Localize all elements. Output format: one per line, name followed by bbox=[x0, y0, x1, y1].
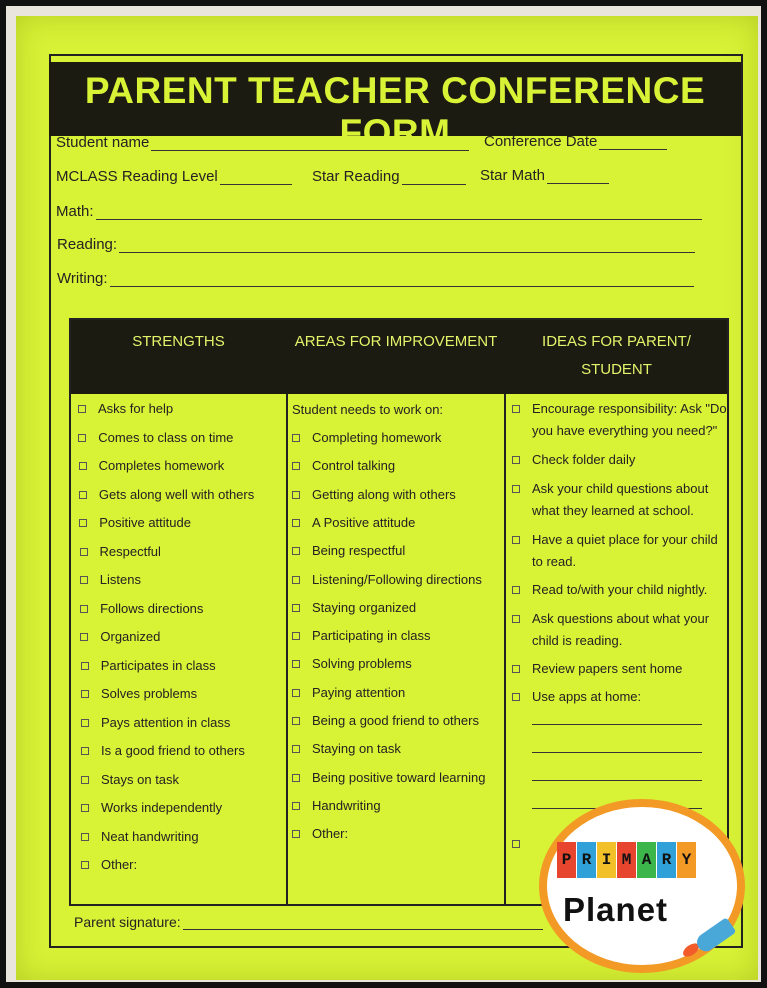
star-math-field[interactable] bbox=[480, 167, 609, 184]
strength-item-label: Is a good friend to others bbox=[101, 743, 245, 758]
apps-blank-line[interactable] bbox=[532, 752, 702, 753]
mclass-label: MCLASS Reading Level bbox=[56, 168, 218, 185]
improvement-heading: AREAS FOR IMPROVEMENT bbox=[294, 333, 498, 350]
star-math-line[interactable] bbox=[547, 169, 609, 184]
logo-primary-word bbox=[557, 842, 697, 878]
idea-item-checkbox[interactable] bbox=[512, 405, 520, 413]
table-header bbox=[71, 320, 727, 394]
logo-letter: P bbox=[557, 842, 576, 878]
math-label: Math: bbox=[56, 203, 94, 220]
strength-item-checkbox[interactable] bbox=[80, 633, 88, 641]
conference-date-line[interactable] bbox=[599, 135, 667, 150]
ideas-heading bbox=[506, 328, 727, 384]
improvement-item-label: A Positive attitude bbox=[312, 514, 416, 530]
idea-item-line2: child is reading. bbox=[532, 633, 623, 648]
student-name-label: Student name bbox=[56, 134, 150, 151]
logo-letter: Y bbox=[677, 842, 696, 878]
improvement-item-checkbox[interactable] bbox=[292, 576, 300, 584]
idea-item-line1: Have a quiet place for your child bbox=[532, 532, 718, 547]
strength-item-checkbox[interactable] bbox=[80, 548, 88, 556]
idea-item-line1: Ask your child questions about bbox=[532, 481, 709, 496]
strength-item-checkbox[interactable] bbox=[81, 662, 89, 670]
idea-item-line1: Read to/with your child nightly. bbox=[532, 582, 708, 597]
mclass-line[interactable] bbox=[220, 170, 292, 185]
strength-item-label: Solves problems bbox=[101, 686, 198, 701]
writing-line[interactable] bbox=[110, 272, 694, 287]
writing-field[interactable] bbox=[57, 270, 694, 287]
improvement-item-label: Being respectful bbox=[312, 543, 406, 559]
math-line[interactable] bbox=[96, 205, 702, 220]
idea-item-line1: Use apps at home: bbox=[532, 689, 642, 704]
idea-item-checkbox[interactable] bbox=[512, 536, 520, 544]
idea-item-line2: what they learned at school. bbox=[532, 503, 694, 518]
improvement-item-checkbox[interactable] bbox=[292, 660, 300, 668]
idea-item-checkbox[interactable] bbox=[512, 615, 520, 623]
idea-other-checkbox[interactable] bbox=[512, 840, 520, 848]
star-reading-label: Star Reading bbox=[312, 168, 400, 185]
conference-date-field[interactable] bbox=[484, 133, 667, 150]
strength-item-checkbox[interactable] bbox=[80, 576, 88, 584]
mclass-field[interactable] bbox=[56, 168, 292, 185]
idea-item-checkbox[interactable] bbox=[512, 665, 520, 673]
student-name-field[interactable] bbox=[56, 134, 469, 151]
strength-item-checkbox[interactable] bbox=[81, 719, 89, 727]
improvement-item-label: Completing homework bbox=[312, 430, 442, 445]
strength-item-checkbox[interactable] bbox=[79, 462, 87, 470]
improvement-item-label: Control talking bbox=[312, 458, 396, 474]
logo-letter: R bbox=[657, 842, 676, 878]
strength-item-label: Follows directions bbox=[100, 600, 204, 616]
strength-item-label: Organized bbox=[100, 629, 161, 644]
improvement-item-checkbox[interactable] bbox=[292, 774, 300, 782]
star-reading-line[interactable] bbox=[402, 170, 466, 185]
strength-item-label: Completes homework bbox=[98, 458, 225, 473]
improvement-item-checkbox[interactable] bbox=[292, 802, 300, 810]
idea-item-line1: Check folder daily bbox=[532, 452, 636, 467]
column-divider-2 bbox=[504, 394, 506, 904]
column-divider-1 bbox=[286, 394, 288, 904]
improvement-item-label: Listening/Following directions bbox=[312, 571, 482, 587]
strength-item-checkbox[interactable] bbox=[78, 405, 86, 413]
improvement-item-checkbox[interactable] bbox=[292, 745, 300, 753]
logo-letter: A bbox=[637, 842, 656, 878]
idea-item-checkbox[interactable] bbox=[512, 485, 520, 493]
strength-item-label: Respectful bbox=[99, 543, 161, 559]
idea-item-checkbox[interactable] bbox=[512, 586, 520, 594]
improvement-item-label: Staying on task bbox=[312, 741, 401, 757]
strength-item-label: Other: bbox=[101, 857, 138, 872]
improvement-item-checkbox[interactable] bbox=[292, 547, 300, 555]
strength-item-checkbox[interactable] bbox=[79, 519, 87, 527]
idea-item-line2: you have everything you need?" bbox=[532, 423, 718, 438]
improvement-item-checkbox[interactable] bbox=[292, 689, 300, 697]
improvement-item-label: Participating in class bbox=[312, 628, 431, 644]
strength-item-label: Asks for help bbox=[98, 401, 174, 416]
improvement-item-label: Being a good friend to others bbox=[312, 713, 479, 728]
idea-item-checkbox[interactable] bbox=[512, 693, 520, 701]
strength-item-checkbox[interactable] bbox=[80, 605, 88, 613]
strength-item-label: Pays attention in class bbox=[101, 714, 231, 730]
strength-item-label: Listens bbox=[99, 572, 141, 587]
improvement-item-checkbox[interactable] bbox=[292, 830, 300, 838]
idea-item-line2: to read. bbox=[532, 554, 577, 569]
writing-label: Writing: bbox=[57, 270, 108, 287]
form-title: PARENT TEACHER CONFERENCE FORM bbox=[84, 70, 706, 153]
strength-item-label: Participates in class bbox=[100, 657, 216, 673]
strength-item-label: Works independently bbox=[101, 800, 223, 815]
strength-item-label: Positive attitude bbox=[99, 515, 191, 530]
logo-planet-word: Planet bbox=[563, 891, 669, 928]
strength-item-label: Neat handwriting bbox=[101, 828, 199, 844]
improvement-item-label: Staying organized bbox=[312, 599, 417, 615]
strength-item-checkbox[interactable] bbox=[81, 861, 89, 869]
star-reading-field[interactable] bbox=[312, 168, 466, 185]
parent-signature-label: Parent signature: bbox=[74, 914, 181, 930]
reading-label: Reading: bbox=[57, 236, 118, 253]
ideas-heading-line2: STUDENT bbox=[581, 361, 652, 378]
strength-item-checkbox[interactable] bbox=[81, 776, 89, 784]
improvement-item-checkbox[interactable] bbox=[292, 519, 300, 527]
apps-blank-line[interactable] bbox=[532, 724, 702, 725]
parent-signature-line[interactable] bbox=[183, 915, 543, 930]
improvement-item-checkbox[interactable] bbox=[292, 632, 300, 640]
improvement-item-checkbox[interactable] bbox=[292, 604, 300, 612]
improvement-item-label: Getting along with others bbox=[312, 486, 456, 502]
improvement-item-label: Paying attention bbox=[312, 684, 406, 700]
ideas-heading-line1: IDEAS FOR PARENT/ bbox=[542, 333, 691, 350]
strengths-heading: STRENGTHS bbox=[132, 333, 225, 350]
strength-item-checkbox[interactable] bbox=[81, 833, 89, 841]
strength-item-checkbox[interactable] bbox=[79, 491, 87, 499]
idea-item-line1: Review papers sent home bbox=[532, 661, 683, 676]
improvement-item-label: Solving problems bbox=[312, 656, 412, 672]
improvement-item-checkbox[interactable] bbox=[292, 491, 300, 499]
logo-letter: R bbox=[577, 842, 596, 878]
logo-letter: I bbox=[597, 842, 616, 878]
idea-item-line1: Encourage responsibility: Ask "Do bbox=[532, 401, 727, 416]
improvement-item-checkbox[interactable] bbox=[292, 434, 300, 442]
math-field[interactable] bbox=[56, 203, 702, 220]
primary-planet-logo bbox=[539, 799, 745, 973]
strength-item-label: Gets along well with others bbox=[98, 486, 255, 502]
idea-item-checkbox[interactable] bbox=[512, 456, 520, 464]
conference-date-label: Conference Date bbox=[484, 133, 598, 150]
strength-item-label: Comes to class on time bbox=[98, 429, 234, 445]
strength-item-checkbox[interactable] bbox=[81, 690, 89, 698]
reading-line[interactable] bbox=[119, 238, 695, 253]
logo-letter: M bbox=[617, 842, 636, 878]
parent-signature-field[interactable] bbox=[74, 914, 543, 930]
strength-item-checkbox[interactable] bbox=[78, 434, 86, 442]
idea-item-line1: Ask questions about what your bbox=[532, 611, 710, 626]
improvement-item-checkbox[interactable] bbox=[292, 717, 300, 725]
strength-item-checkbox[interactable] bbox=[81, 747, 89, 755]
star-math-label: Star Math bbox=[480, 167, 546, 184]
strength-item-checkbox[interactable] bbox=[81, 804, 89, 812]
student-name-line[interactable] bbox=[151, 136, 469, 151]
improvement-item-label: Being positive toward learning bbox=[312, 769, 486, 785]
improvement-item-label: Handwriting bbox=[312, 797, 381, 813]
improvement-item-checkbox[interactable] bbox=[292, 462, 300, 470]
improvement-intro: Student needs to work on: bbox=[292, 402, 444, 417]
apps-blank-line[interactable] bbox=[532, 780, 702, 781]
strength-item-label: Stays on task bbox=[101, 771, 180, 787]
reading-field[interactable] bbox=[57, 236, 695, 253]
improvement-item-label: Other: bbox=[312, 826, 349, 842]
